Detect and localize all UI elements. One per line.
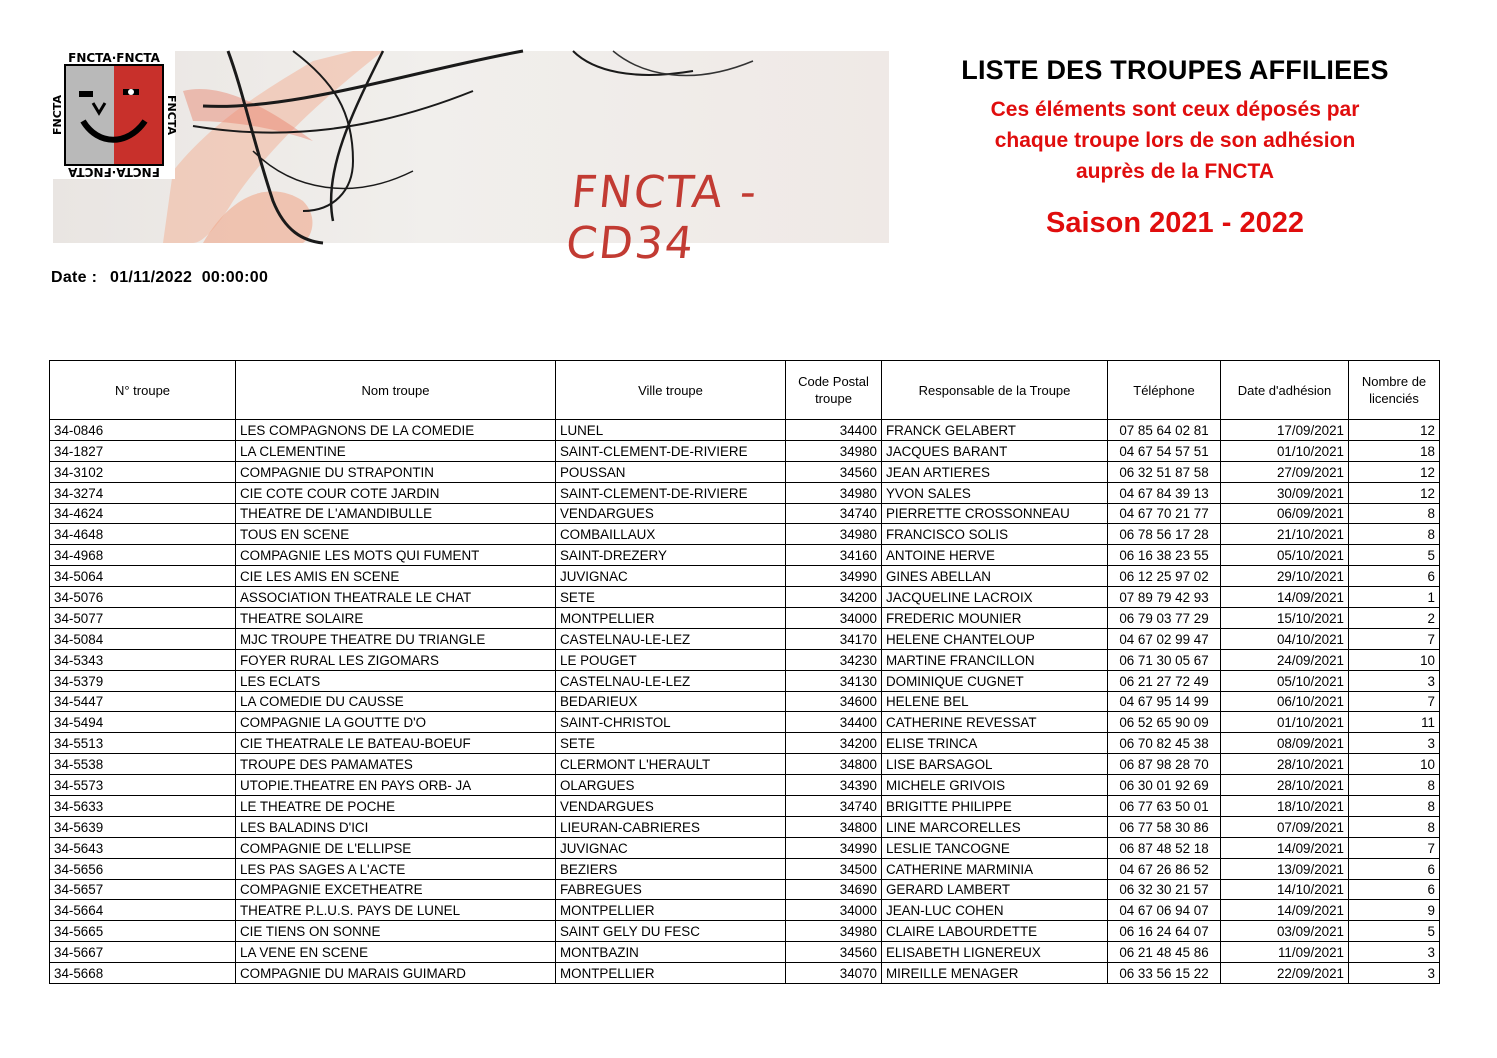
cell-ville: COMBAILLAUX [556, 524, 786, 545]
cell-date-adhesion: 06/10/2021 [1221, 691, 1349, 712]
cell-responsable: YVON SALES [882, 482, 1108, 503]
cell-responsable: ELISE TRINCA [882, 733, 1108, 754]
cell-code-postal: 34160 [786, 545, 882, 566]
title-block [900, 52, 1450, 241]
cell-code-postal: 34130 [786, 670, 882, 691]
cell-ville: MONTPELLIER [556, 900, 786, 921]
cell-licencies: 3 [1349, 963, 1440, 984]
cell-ville: BEZIERS [556, 858, 786, 879]
cell-nom: LES PAS SAGES A L'ACTE [236, 858, 556, 879]
cell-responsable: HELENE BEL [882, 691, 1108, 712]
cell-licencies: 12 [1349, 420, 1440, 441]
cell-date-adhesion: 14/09/2021 [1221, 900, 1349, 921]
cell-telephone: 06 70 82 45 38 [1108, 733, 1221, 754]
cell-nom: COMPAGNIE DU MARAIS GUIMARD [236, 963, 556, 984]
col-header-telephone: Téléphone [1108, 361, 1221, 420]
cell-numero: 34-5494 [50, 712, 236, 733]
cell-numero: 34-4968 [50, 545, 236, 566]
cell-telephone: 06 33 56 15 22 [1108, 963, 1221, 984]
cell-licencies: 10 [1349, 649, 1440, 670]
cell-ville: CASTELNAU-LE-LEZ [556, 628, 786, 649]
table-row [50, 816, 1440, 837]
cell-responsable: CATHERINE REVESSAT [882, 712, 1108, 733]
cell-responsable: HELENE CHANTELOUP [882, 628, 1108, 649]
cell-ville: SETE [556, 733, 786, 754]
cell-code-postal: 34400 [786, 712, 882, 733]
cell-licencies: 1 [1349, 587, 1440, 608]
cell-licencies: 3 [1349, 733, 1440, 754]
cell-code-postal: 34170 [786, 628, 882, 649]
cell-ville: VENDARGUES [556, 503, 786, 524]
cell-numero: 34-5656 [50, 858, 236, 879]
cell-licencies: 10 [1349, 754, 1440, 775]
cell-ville: BEDARIEUX [556, 691, 786, 712]
cell-date-adhesion: 29/10/2021 [1221, 566, 1349, 587]
cell-numero: 34-5447 [50, 691, 236, 712]
cell-code-postal: 34400 [786, 420, 882, 441]
table-row [50, 545, 1440, 566]
cell-ville: LIEURAN-CABRIERES [556, 816, 786, 837]
cell-nom: UTOPIE.THEATRE EN PAYS ORB- JA [236, 775, 556, 796]
cell-telephone: 06 77 58 30 86 [1108, 816, 1221, 837]
page-title: LISTE DES TROUPES AFFILIEES [961, 55, 1389, 85]
cell-numero: 34-5064 [50, 566, 236, 587]
table-row [50, 524, 1440, 545]
date-line [51, 269, 268, 287]
cell-date-adhesion: 28/10/2021 [1221, 754, 1349, 775]
cell-telephone: 04 67 06 94 07 [1108, 900, 1221, 921]
cell-ville: POUSSAN [556, 461, 786, 482]
cell-ville: SAINT-CLEMENT-DE-RIVIERE [556, 482, 786, 503]
table-row [50, 879, 1440, 900]
cell-code-postal: 34800 [786, 816, 882, 837]
cell-ville: CLERMONT L'HERAULT [556, 754, 786, 775]
cell-responsable: FREDERIC MOUNIER [882, 608, 1108, 629]
cell-ville: MONTBAZIN [556, 942, 786, 963]
table-row [50, 482, 1440, 503]
cell-nom: THEATRE P.L.U.S. PAYS DE LUNEL [236, 900, 556, 921]
cell-numero: 34-5639 [50, 816, 236, 837]
cell-responsable: DOMINIQUE CUGNET [882, 670, 1108, 691]
cell-licencies: 6 [1349, 879, 1440, 900]
cell-date-adhesion: 11/09/2021 [1221, 942, 1349, 963]
cell-code-postal: 34980 [786, 482, 882, 503]
cell-telephone: 06 32 51 87 58 [1108, 461, 1221, 482]
svg-text:FNCTA: FNCTA [165, 95, 178, 135]
cell-telephone: 04 67 84 39 13 [1108, 482, 1221, 503]
cell-licencies: 3 [1349, 942, 1440, 963]
cell-responsable: JACQUELINE LACROIX [882, 587, 1108, 608]
cell-telephone: 06 79 03 77 29 [1108, 608, 1221, 629]
table-row [50, 691, 1440, 712]
cell-date-adhesion: 01/10/2021 [1221, 440, 1349, 461]
cell-nom: CIE THEATRALE LE BATEAU-BOEUF [236, 733, 556, 754]
cell-code-postal: 34200 [786, 733, 882, 754]
table-body [50, 420, 1440, 984]
cell-code-postal: 34500 [786, 858, 882, 879]
cell-date-adhesion: 30/09/2021 [1221, 482, 1349, 503]
table-row [50, 628, 1440, 649]
cell-numero: 34-5077 [50, 608, 236, 629]
cell-telephone: 07 89 79 42 93 [1108, 587, 1221, 608]
fncta-logo [51, 51, 178, 179]
cell-numero: 34-1827 [50, 440, 236, 461]
cell-nom: TROUPE DES PAMAMATES [236, 754, 556, 775]
cell-date-adhesion: 15/10/2021 [1221, 608, 1349, 629]
cell-telephone: 04 67 26 86 52 [1108, 858, 1221, 879]
cell-nom: ASSOCIATION THEATRALE LE CHAT [236, 587, 556, 608]
cell-numero: 34-5643 [50, 837, 236, 858]
cell-telephone: 06 12 25 97 02 [1108, 566, 1221, 587]
cell-numero: 34-5657 [50, 879, 236, 900]
cell-licencies: 5 [1349, 545, 1440, 566]
cell-code-postal: 34560 [786, 942, 882, 963]
cell-telephone: 06 16 38 23 55 [1108, 545, 1221, 566]
cell-responsable: LESLIE TANCOGNE [882, 837, 1108, 858]
cell-code-postal: 34740 [786, 796, 882, 817]
table-row [50, 942, 1440, 963]
cell-ville: JUVIGNAC [556, 837, 786, 858]
banner-caption: FNCTA - CD34 [563, 167, 761, 269]
cell-ville: FABREGUES [556, 879, 786, 900]
header-banner [51, 51, 889, 269]
cell-code-postal: 34230 [786, 649, 882, 670]
cell-telephone: 07 85 64 02 81 [1108, 420, 1221, 441]
cell-ville: SAINT-CHRISTOL [556, 712, 786, 733]
cell-nom: LES BALADINS D'ICI [236, 816, 556, 837]
cell-telephone: 06 87 98 28 70 [1108, 754, 1221, 775]
table-row [50, 837, 1440, 858]
cell-licencies: 11 [1349, 712, 1440, 733]
cell-telephone: 04 67 02 99 47 [1108, 628, 1221, 649]
cell-numero: 34-5538 [50, 754, 236, 775]
cell-licencies: 6 [1349, 566, 1440, 587]
cell-numero: 34-0846 [50, 420, 236, 441]
cell-responsable: MIREILLE MENAGER [882, 963, 1108, 984]
cell-ville: OLARGUES [556, 775, 786, 796]
header-row [50, 361, 1440, 420]
cell-numero: 34-5633 [50, 796, 236, 817]
cell-responsable: JEAN ARTIERES [882, 461, 1108, 482]
cell-telephone: 04 67 70 21 77 [1108, 503, 1221, 524]
cell-ville: SAINT GELY DU FESC [556, 921, 786, 942]
cell-code-postal: 34980 [786, 524, 882, 545]
cell-code-postal: 34600 [786, 691, 882, 712]
cell-licencies: 5 [1349, 921, 1440, 942]
cell-ville: LE POUGET [556, 649, 786, 670]
cell-ville: SAINT-CLEMENT-DE-RIVIERE [556, 440, 786, 461]
cell-responsable: CLAIRE LABOURDETTE [882, 921, 1108, 942]
cell-date-adhesion: 01/10/2021 [1221, 712, 1349, 733]
cell-telephone: 06 52 65 90 09 [1108, 712, 1221, 733]
cell-numero: 34-4648 [50, 524, 236, 545]
cell-nom: FOYER RURAL LES ZIGOMARS [236, 649, 556, 670]
cell-numero: 34-5343 [50, 649, 236, 670]
svg-text:FNCTA: FNCTA [51, 95, 64, 135]
cell-date-adhesion: 28/10/2021 [1221, 775, 1349, 796]
cell-numero: 34-3274 [50, 482, 236, 503]
cell-nom: LA COMEDIE DU CAUSSE [236, 691, 556, 712]
cell-nom: TOUS EN SCENE [236, 524, 556, 545]
cell-telephone: 06 21 48 45 86 [1108, 942, 1221, 963]
cell-numero: 34-5513 [50, 733, 236, 754]
cell-numero: 34-5667 [50, 942, 236, 963]
cell-ville: LUNEL [556, 420, 786, 441]
cell-responsable: GINES ABELLAN [882, 566, 1108, 587]
cell-telephone: 06 71 30 05 67 [1108, 649, 1221, 670]
cell-numero: 34-5665 [50, 921, 236, 942]
cell-ville: MONTPELLIER [556, 963, 786, 984]
col-header-licencies: Nombre de licenciés [1349, 361, 1440, 420]
cell-nom: MJC TROUPE THEATRE DU TRIANGLE [236, 628, 556, 649]
col-header-nom: Nom troupe [236, 361, 556, 420]
cell-nom: COMPAGNIE LA GOUTTE D'O [236, 712, 556, 733]
cell-licencies: 6 [1349, 858, 1440, 879]
cell-telephone: 06 78 56 17 28 [1108, 524, 1221, 545]
table-row [50, 670, 1440, 691]
cell-nom: COMPAGNIE LES MOTS QUI FUMENT [236, 545, 556, 566]
table-row [50, 796, 1440, 817]
table-row [50, 733, 1440, 754]
cell-nom: COMPAGNIE DE L'ELLIPSE [236, 837, 556, 858]
cell-code-postal: 34690 [786, 879, 882, 900]
cell-responsable: JACQUES BARANT [882, 440, 1108, 461]
cell-licencies: 7 [1349, 691, 1440, 712]
table-row [50, 775, 1440, 796]
cell-licencies: 18 [1349, 440, 1440, 461]
table-row [50, 587, 1440, 608]
cell-date-adhesion: 08/09/2021 [1221, 733, 1349, 754]
table-row [50, 440, 1440, 461]
table-row [50, 754, 1440, 775]
cell-code-postal: 34980 [786, 921, 882, 942]
cell-ville: SETE [556, 587, 786, 608]
cell-code-postal: 34000 [786, 900, 882, 921]
cell-nom: COMPAGNIE EXCETHEATRE [236, 879, 556, 900]
cell-date-adhesion: 21/10/2021 [1221, 524, 1349, 545]
cell-ville: VENDARGUES [556, 796, 786, 817]
cell-telephone: 06 32 30 21 57 [1108, 879, 1221, 900]
svg-text:FNCTA·FNCTA: FNCTA·FNCTA [68, 165, 160, 179]
cell-responsable: PIERRETTE CROSSONNEAU [882, 503, 1108, 524]
cell-numero: 34-5379 [50, 670, 236, 691]
table-row [50, 921, 1440, 942]
table-row [50, 963, 1440, 984]
cell-code-postal: 34560 [786, 461, 882, 482]
table-row [50, 649, 1440, 670]
subtitle [900, 94, 1450, 187]
table-row [50, 858, 1440, 879]
cell-telephone: 04 67 95 14 99 [1108, 691, 1221, 712]
cell-responsable: ELISABETH LIGNEREUX [882, 942, 1108, 963]
cell-ville: MONTPELLIER [556, 608, 786, 629]
cell-licencies: 8 [1349, 775, 1440, 796]
cell-code-postal: 34390 [786, 775, 882, 796]
cell-licencies: 12 [1349, 461, 1440, 482]
cell-responsable: JEAN-LUC COHEN [882, 900, 1108, 921]
cell-responsable: MICHELE GRIVOIS [882, 775, 1108, 796]
cell-responsable: FRANCK GELABERT [882, 420, 1108, 441]
cell-responsable: ANTOINE HERVE [882, 545, 1108, 566]
table-row [50, 566, 1440, 587]
cell-code-postal: 34980 [786, 440, 882, 461]
cell-responsable: FRANCISCO SOLIS [882, 524, 1108, 545]
season-label: Saison 2021 - 2022 [1046, 207, 1304, 239]
cell-date-adhesion: 04/10/2021 [1221, 628, 1349, 649]
cell-ville: JUVIGNAC [556, 566, 786, 587]
cell-date-adhesion: 24/09/2021 [1221, 649, 1349, 670]
cell-date-adhesion: 05/10/2021 [1221, 670, 1349, 691]
table-row [50, 420, 1440, 441]
cell-nom: CIE TIENS ON SONNE [236, 921, 556, 942]
cell-telephone: 06 87 48 52 18 [1108, 837, 1221, 858]
cell-date-adhesion: 07/09/2021 [1221, 816, 1349, 837]
cell-numero: 34-3102 [50, 461, 236, 482]
cell-date-adhesion: 17/09/2021 [1221, 420, 1349, 441]
cell-telephone: 04 67 54 57 51 [1108, 440, 1221, 461]
cell-date-adhesion: 13/09/2021 [1221, 858, 1349, 879]
cell-code-postal: 34800 [786, 754, 882, 775]
cell-code-postal: 34740 [786, 503, 882, 524]
cell-nom: LA CLEMENTINE [236, 440, 556, 461]
cell-licencies: 2 [1349, 608, 1440, 629]
cell-nom: COMPAGNIE DU STRAPONTIN [236, 461, 556, 482]
cell-responsable: BRIGITTE PHILIPPE [882, 796, 1108, 817]
table-row [50, 503, 1440, 524]
cell-responsable: GERARD LAMBERT [882, 879, 1108, 900]
date-label: Date : [51, 269, 98, 286]
cell-licencies: 8 [1349, 816, 1440, 837]
cell-date-adhesion: 06/09/2021 [1221, 503, 1349, 524]
svg-text:FNCTA·FNCTA: FNCTA·FNCTA [68, 51, 160, 65]
cell-code-postal: 34990 [786, 837, 882, 858]
col-header-responsable: Responsable de la Troupe [882, 361, 1108, 420]
cell-nom: CIE COTE COUR COTE JARDIN [236, 482, 556, 503]
cell-licencies: 8 [1349, 503, 1440, 524]
cell-licencies: 3 [1349, 670, 1440, 691]
table-row [50, 608, 1440, 629]
cell-numero: 34-5084 [50, 628, 236, 649]
cell-nom: LA VENE EN SCENE [236, 942, 556, 963]
cell-date-adhesion: 14/10/2021 [1221, 879, 1349, 900]
cell-date-adhesion: 14/09/2021 [1221, 587, 1349, 608]
cell-responsable: MARTINE FRANCILLON [882, 649, 1108, 670]
subtitle-line: auprès de la FNCTA [1076, 160, 1274, 183]
table-header [50, 361, 1440, 420]
cell-date-adhesion: 27/09/2021 [1221, 461, 1349, 482]
table-row [50, 712, 1440, 733]
cell-code-postal: 34990 [786, 566, 882, 587]
cell-numero: 34-4624 [50, 503, 236, 524]
col-header-numero: N° troupe [50, 361, 236, 420]
table-row [50, 461, 1440, 482]
cell-nom: LE THEATRE DE POCHE [236, 796, 556, 817]
cell-licencies: 12 [1349, 482, 1440, 503]
cell-telephone: 06 21 27 72 49 [1108, 670, 1221, 691]
cell-numero: 34-5076 [50, 587, 236, 608]
cell-ville: CASTELNAU-LE-LEZ [556, 670, 786, 691]
troupes-table [49, 360, 1440, 984]
cell-numero: 34-5664 [50, 900, 236, 921]
col-header-date-adhesion: Date d'adhésion [1221, 361, 1349, 420]
date-value: 01/11/2022 00:00:00 [110, 269, 269, 286]
cell-nom: LES ECLATS [236, 670, 556, 691]
table-row [50, 900, 1440, 921]
cell-nom: CIE LES AMIS EN SCENE [236, 566, 556, 587]
cell-date-adhesion: 05/10/2021 [1221, 545, 1349, 566]
cell-ville: SAINT-DREZERY [556, 545, 786, 566]
cell-numero: 34-5573 [50, 775, 236, 796]
cell-responsable: LINE MARCORELLES [882, 816, 1108, 837]
col-header-ville: Ville troupe [556, 361, 786, 420]
subtitle-line: chaque troupe lors de son adhésion [994, 129, 1356, 152]
cell-nom: THEATRE SOLAIRE [236, 608, 556, 629]
cell-licencies: 7 [1349, 837, 1440, 858]
cell-date-adhesion: 22/09/2021 [1221, 963, 1349, 984]
cell-code-postal: 34200 [786, 587, 882, 608]
cell-responsable: CATHERINE MARMINIA [882, 858, 1108, 879]
cell-licencies: 8 [1349, 524, 1440, 545]
cell-telephone: 06 77 63 50 01 [1108, 796, 1221, 817]
cell-licencies: 9 [1349, 900, 1440, 921]
cell-date-adhesion: 14/09/2021 [1221, 837, 1349, 858]
cell-responsable: LISE BARSAGOL [882, 754, 1108, 775]
cell-date-adhesion: 03/09/2021 [1221, 921, 1349, 942]
cell-code-postal: 34000 [786, 608, 882, 629]
subtitle-line: Ces éléments sont ceux déposés par [990, 98, 1360, 121]
cell-telephone: 06 16 24 64 07 [1108, 921, 1221, 942]
cell-telephone: 06 30 01 92 69 [1108, 775, 1221, 796]
cell-numero: 34-5668 [50, 963, 236, 984]
cell-code-postal: 34070 [786, 963, 882, 984]
col-header-code-postal: Code Postal troupe [786, 361, 882, 420]
cell-nom: LES COMPAGNONS DE LA COMEDIE [236, 420, 556, 441]
cell-licencies: 7 [1349, 628, 1440, 649]
cell-licencies: 8 [1349, 796, 1440, 817]
cell-date-adhesion: 18/10/2021 [1221, 796, 1349, 817]
cell-nom: THEATRE DE L'AMANDIBULLE [236, 503, 556, 524]
